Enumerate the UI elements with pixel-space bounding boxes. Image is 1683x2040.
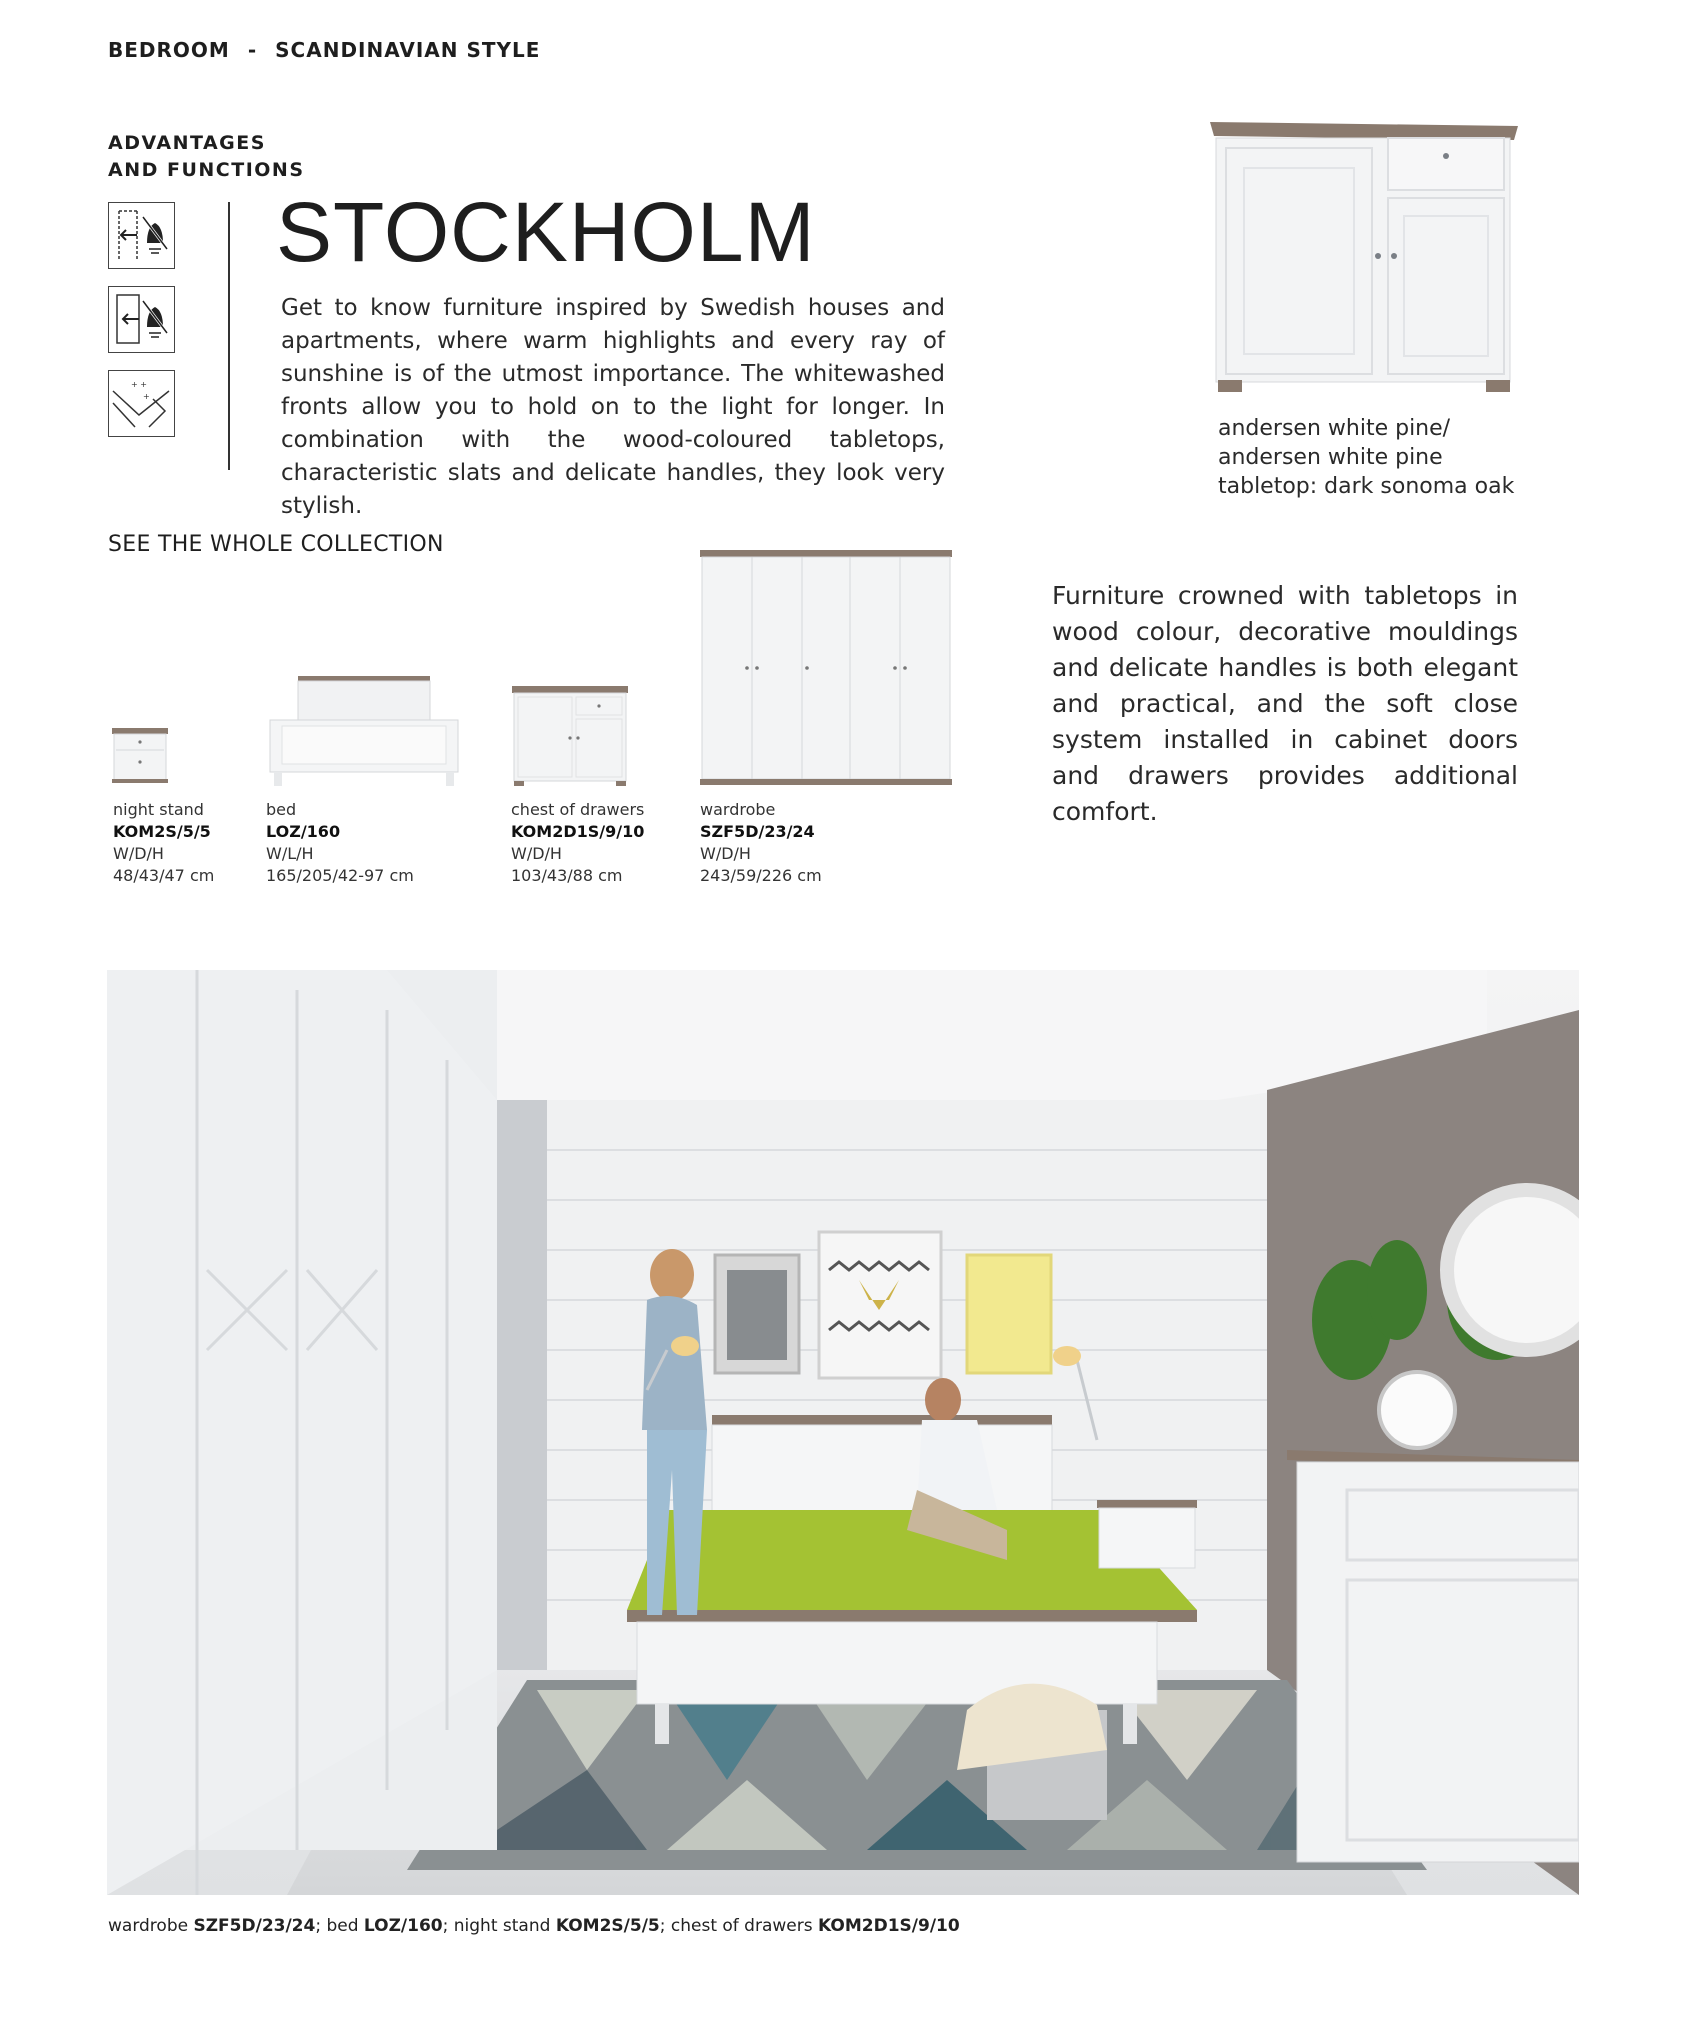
caption-code: LOZ/160 <box>363 1916 443 1936</box>
product-wardrobe <box>700 799 822 887</box>
product-name: chest of drawers <box>511 800 645 819</box>
caption-code: KOM2D1S/9/10 <box>818 1916 960 1936</box>
collection-title: STOCKHOLM <box>276 185 816 279</box>
bedroom-photo <box>107 970 1579 1895</box>
chest-of-drawers-image <box>512 686 628 790</box>
featured-finish-caption <box>1218 414 1514 501</box>
product-dims: 103/43/88 cm <box>511 866 623 885</box>
divider-line <box>228 202 230 470</box>
patterned-front-icon <box>108 370 175 437</box>
product-dims: 243/59/226 cm <box>700 866 822 885</box>
caption-part: ; chest of drawers <box>659 1916 818 1936</box>
svg-text:+: + <box>143 392 150 401</box>
night-stand-image <box>112 728 168 788</box>
wardrobe-image <box>700 550 952 790</box>
advantages-heading <box>108 130 305 184</box>
bed-image <box>266 676 462 792</box>
product-dims-label: W/D/H <box>700 844 751 863</box>
product-chest-of-drawers <box>511 799 644 887</box>
finish-caption-line3: tabletop: dark sonoma oak <box>1218 474 1515 499</box>
caption-code: KOM2S/5/5 <box>555 1916 660 1936</box>
product-name: night stand <box>113 800 204 819</box>
product-dims: 48/43/47 cm <box>113 866 215 885</box>
see-whole-collection-link[interactable]: SEE THE WHOLE COLLECTION <box>108 532 444 557</box>
finish-caption-line1: andersen white pine/ <box>1218 416 1451 441</box>
breadcrumb-section: BEDROOM <box>108 38 230 62</box>
breadcrumb <box>108 38 540 62</box>
product-code: KOM2D1S/9/10 <box>511 822 645 841</box>
featured-chest-of-drawers-image <box>1208 122 1520 394</box>
finish-caption-line2: andersen white pine <box>1218 445 1443 470</box>
product-name: wardrobe <box>700 800 776 819</box>
features-description: Furniture crowned with tabletops in wood colour, decorative mouldings and delicate handles is both elegant and practical, and the soft close system installed in cabinet doors and drawers provides additional comfort. <box>1052 581 1518 826</box>
breadcrumb-separator: - <box>247 38 258 62</box>
product-dims: 165/205/42-97 cm <box>266 866 414 885</box>
caption-part: ; bed <box>315 1916 364 1936</box>
caption-code: SZF5D/23/24 <box>193 1916 316 1936</box>
product-code: KOM2S/5/5 <box>113 822 211 841</box>
product-dims-label: W/D/H <box>113 844 164 863</box>
advantages-heading-line1: ADVANTAGES <box>108 132 266 154</box>
collection-intro: Get to know furniture inspired by Swedish houses and apartments, where warm highlights and every ray of sunshine is of the utmost importance. The whitewashed fronts allow you to hold on to the light for longer. In combination with the wood-coloured tabletops, characteristic slats and delicate handles, they look very stylish. <box>281 295 945 519</box>
advantages-heading-line2: AND FUNCTIONS <box>108 159 305 181</box>
product-name: bed <box>266 800 297 819</box>
product-dims-label: W/L/H <box>266 844 314 863</box>
product-bed <box>266 799 414 887</box>
soft-close-door-icon <box>108 286 175 353</box>
soft-close-drawer-icon <box>108 202 175 269</box>
product-dims-label: W/D/H <box>511 844 562 863</box>
photo-caption <box>108 1916 960 1936</box>
caption-part: wardrobe <box>108 1916 194 1936</box>
product-code: LOZ/160 <box>266 822 341 841</box>
product-code: SZF5D/23/24 <box>700 822 815 841</box>
breadcrumb-style: SCANDINAVIAN STYLE <box>275 38 541 62</box>
product-night-stand <box>113 799 214 887</box>
caption-part: ; night stand <box>442 1916 556 1936</box>
svg-text:+ +: + + <box>131 380 147 389</box>
